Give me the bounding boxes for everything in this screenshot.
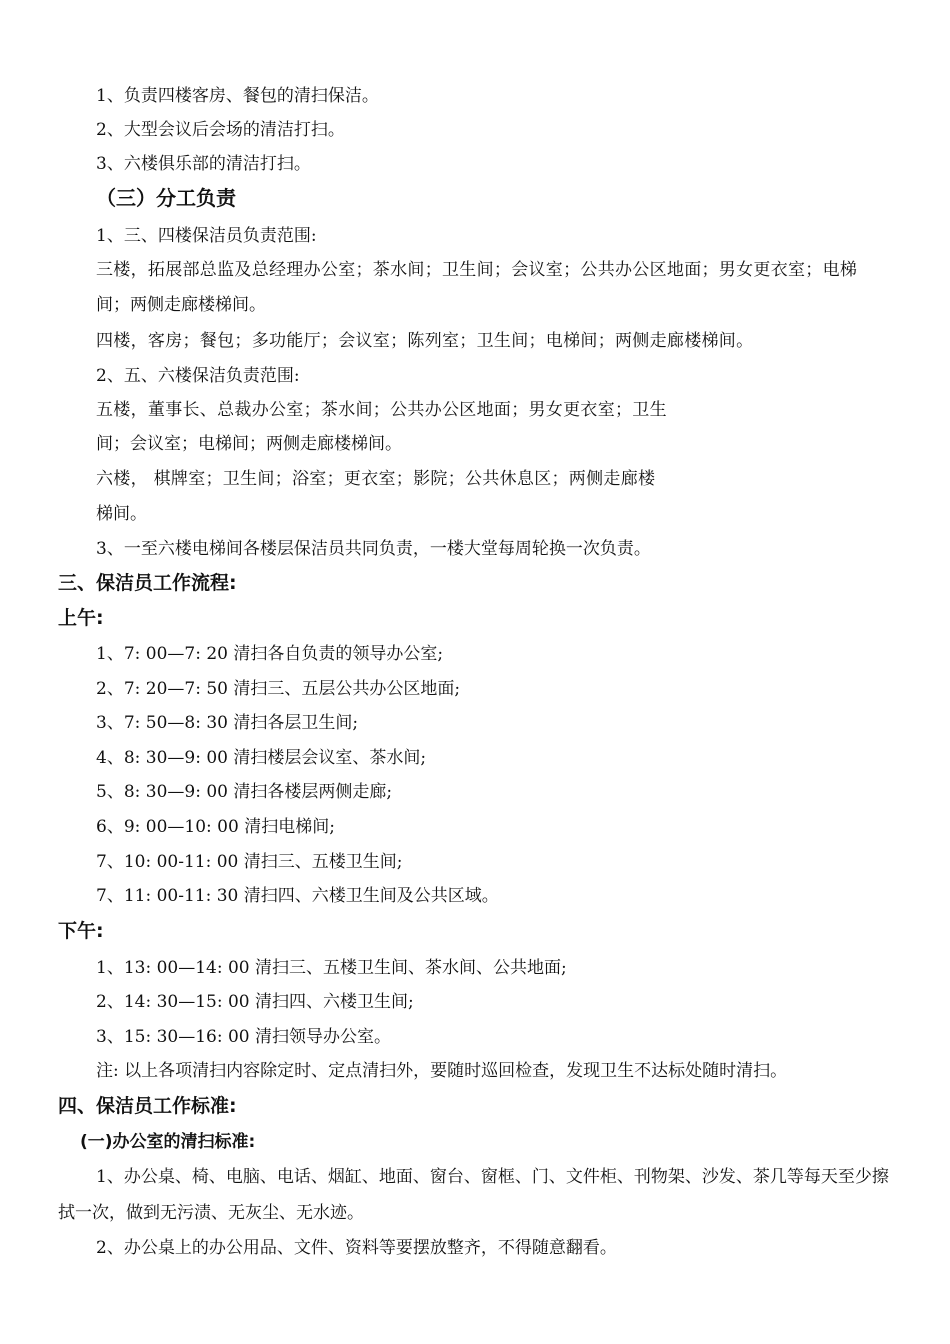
paragraph-line: 五楼，董事长、总裁办公室；茶水间；公共办公区地面；男女更衣室；卫生: [96, 400, 667, 420]
schedule-item: 3、7: 50—8: 30 清扫各层卫生间;: [96, 713, 359, 733]
schedule-item: 1、13: 00—14: 00 清扫三、五楼卫生间、茶水间、公共地面;: [96, 958, 567, 978]
paragraph-line: 三楼，拓展部总监及总经理办公室；茶水间；卫生间；会议室；公共办公区地面；男女更衣室；电梯: [96, 260, 858, 280]
schedule-item: 7、11: 00-11: 30 清扫四、六楼卫生间及公共区域。: [96, 886, 499, 906]
schedule-item: 4、8: 30—9: 00 清扫楼层会议室、茶水间;: [96, 748, 427, 768]
note-line: 注: 以上各项清扫内容除定时、定点清扫外，要随时巡回检查，发现卫生不达标处随时清扫。: [96, 1061, 788, 1081]
paragraph-line: 2、办公桌上的办公用品、文件、资料等要摆放整齐，不得随意翻看。: [96, 1238, 617, 1258]
paragraph-line: 2、大型会议后会场的清洁打扫。: [96, 120, 345, 140]
paragraph-line: 四楼，客房；餐包；多功能厅；会议室；陈列室；卫生间；电梯间；两侧走廊楼梯间。: [96, 331, 754, 351]
schedule-item: 7、10: 00-11: 00 清扫三、五楼卫生间;: [96, 852, 403, 872]
paragraph-line: 拭一次，做到无污渍、无灰尘、无水迹。: [58, 1203, 364, 1223]
schedule-item: 2、7: 20—7: 50 清扫三、五层公共办公区地面;: [96, 679, 461, 699]
paragraph-line: 3、一至六楼电梯间各楼层保洁员共同负责，一楼大堂每周轮换一次负责。: [96, 539, 651, 559]
paragraph-line: 1、三、四楼保洁员负责范围:: [96, 226, 317, 246]
paragraph-line: 六楼， 棋牌室；卫生间；浴室；更衣室；影院；公共休息区；两侧走廊楼: [96, 469, 656, 489]
section-subheading: （三）分工负责: [96, 186, 236, 210]
sub-section-heading: (一)办公室的清扫标准:: [80, 1132, 256, 1152]
schedule-item: 6、9: 00—10: 00 清扫电梯间;: [96, 817, 335, 837]
schedule-item: 1、7: 00—7: 20 清扫各自负责的领导办公室;: [96, 644, 444, 664]
paragraph-line: 间；两侧走廊楼梯间。: [96, 295, 266, 315]
paragraph-line: 2、五、六楼保洁负责范围:: [96, 366, 300, 386]
schedule-item: 5、8: 30—9: 00 清扫各楼层两侧走廊;: [96, 782, 393, 802]
section-heading: 三、保洁员工作流程:: [58, 572, 237, 594]
schedule-item: 3、15: 30—16: 00 清扫领导办公室。: [96, 1027, 392, 1047]
paragraph-line: 间；会议室；电梯间；两侧走廊楼梯间。: [96, 434, 402, 454]
paragraph-line: 1、负责四楼客房、餐包的清扫保洁。: [96, 86, 379, 106]
schedule-item: 2、14: 30—15: 00 清扫四、六楼卫生间;: [96, 992, 414, 1012]
paragraph-line: 1、办公桌、椅、电脑、电话、烟缸、地面、窗台、窗框、门、文件柜、刊物架、沙发、茶几等每天至少擦: [96, 1167, 889, 1187]
section-heading: 四、保洁员工作标准:: [58, 1095, 237, 1117]
paragraph-line: 3、六楼俱乐部的清洁打扫。: [96, 154, 311, 174]
section-heading: 上午:: [58, 607, 104, 629]
section-heading: 下午:: [58, 920, 104, 942]
paragraph-line: 梯间。: [96, 504, 147, 524]
